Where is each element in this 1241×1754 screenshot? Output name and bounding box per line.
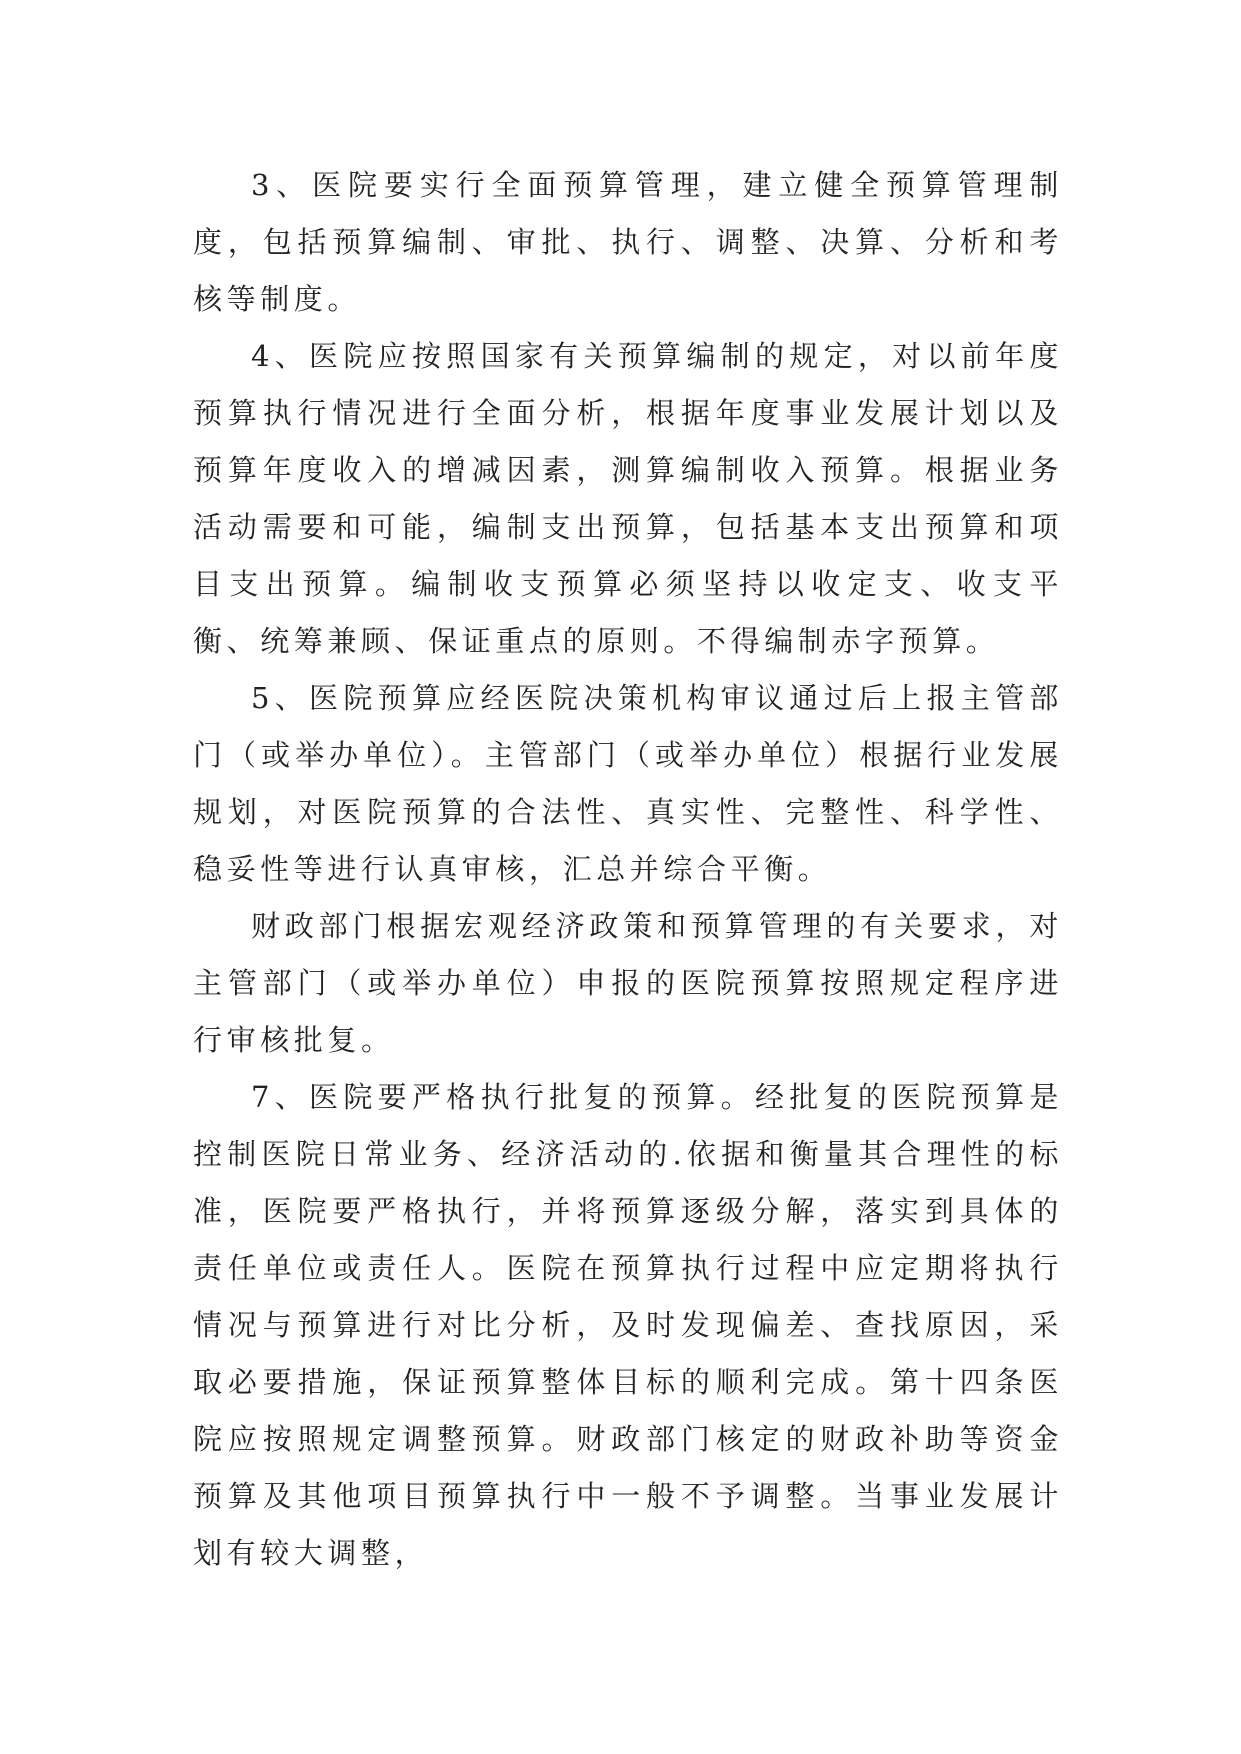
paragraph-budget-execution: 7、医院要严格执行批复的预算。经批复的医院预算是控制医院日常业务、经济活动的.依据和衡量其合理性的标准，医院要严格执行，并将预算逐级分解，落实到具体的责任单位或责任人。医院在预算执行过程中应定期将执行情况与预算进行对比分析，及时发现偏差、查找原因，采取必要措施，保证预算整体目标的顺利完成。第十四条医院应按照规定调整预算。财政部门核定的财政补助等资金预算及其他项目预算执行中一般不予调整。当事业发展计划有较大调整，: [193, 1080, 1063, 1570]
paragraph-budget-review: 5、医院预算应经医院决策机构审议通过后上报主管部门（或举办单位）。主管部门（或举办单位）根据行业发展规划，对医院预算的合法性、真实性、完整性、科学性、稳妥性等进行认真审核，汇总并综合平衡。: [193, 681, 1063, 886]
paragraph-finance-approval: 财政部门根据宏观经济政策和预算管理的有关要求，对主管部门（或举办单位）申报的医院预算按照规定程序进行审核批复。: [193, 909, 1063, 1057]
document-body: [193, 157, 1063, 1582]
paragraph-budget-management: 3、医院要实行全面预算管理，建立健全预算管理制度，包括预算编制、审批、执行、调整、决算、分析和考核等制度。: [193, 168, 1063, 316]
paragraph-budget-preparation: 4、医院应按照国家有关预算编制的规定，对以前年度预算执行情况进行全面分析，根据年度事业发展计划以及预算年度收入的增减因素，测算编制收入预算。根据业务活动需要和可能，编制支出预算，包括基本支出预算和项目支出预算。编制收支预算必须坚持以收定支、收支平衡、统筹兼顾、保证重点的原则。不得编制赤字预算。: [193, 339, 1063, 658]
